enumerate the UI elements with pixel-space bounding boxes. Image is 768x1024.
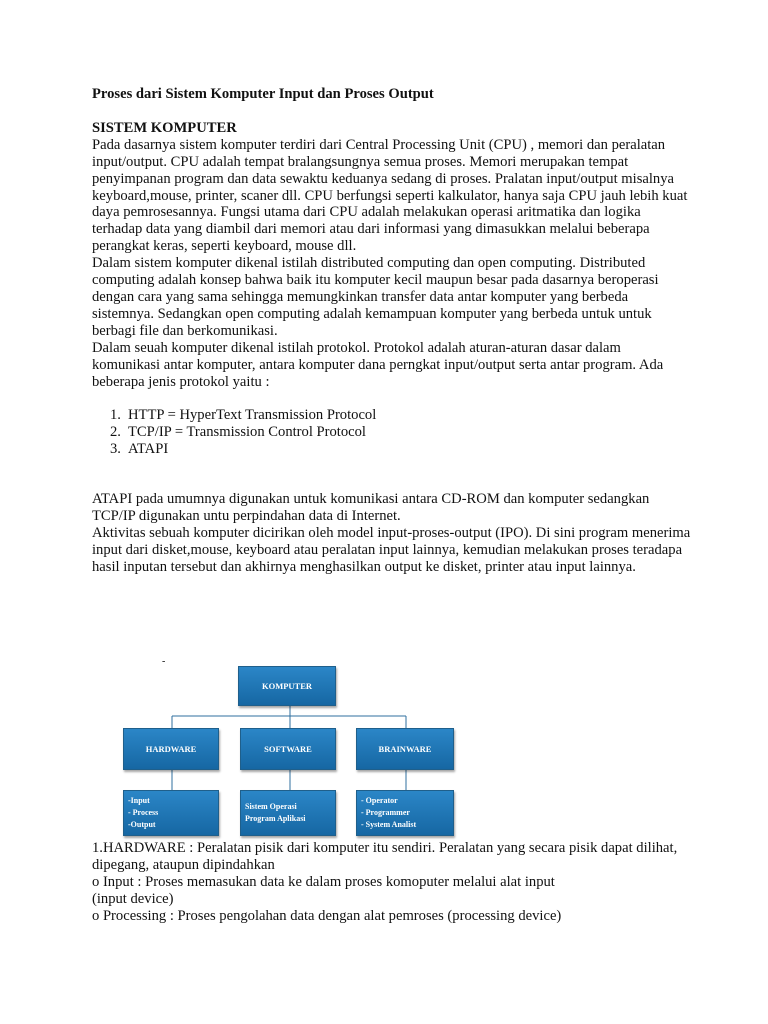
diagram-item: - System Analist [361,820,417,829]
list-item [92,407,692,424]
paragraph-1: Pada dasarnya sistem komputer terdiri dari Central Processing Unit (CPU) , memori dan peralatan input/output. CPU adalah tempat bralangsungnya semua proses. Memori merupakan tempat penyimpanan program dan data sewaktu keduanya sedang di proses. Pralatan input/output misalnya keyboard,mouse, printer, scaner dll. CPU berfungsi seperti kalkulator, hanya saja CPU jauh lebih kuat daya pemrosesannya. Fungsi utama dari CPU adalah melakukan operasi aritmatika dan logika terhadap data yang diambil dari memori atau dari informasi yang dimasukkan melalui beberapa perangkat keras, seperti keyboard, mouse dll. [92,136,688,255]
diagram-brainware-items [356,790,454,836]
list-text: HTTP = HyperText Transmission Protocol [128,407,377,424]
input-device-line: (input device) [92,890,174,907]
section-heading: SISTEM KOMPUTER [92,119,237,136]
diagram-item: - Operator [361,796,398,805]
stray-dash: - [162,656,166,667]
document-body [92,86,692,576]
list-number: 2. [110,424,121,441]
diagram-item: Program Aplikasi [245,814,306,823]
list-text: ATAPI [128,441,169,458]
diagram-item: Sistem Operasi [245,802,297,811]
diagram-node-hardware: HARDWARE [123,728,219,770]
paragraph-5: Aktivitas sebuah komputer dicirikan oleh model input-proses-output (IPO). Di sini program menerima input dari disket,mouse, keyboard atau peralatan input lainnya, kemudian melakukan proses teradapa hasil inputan tersebut dan akhirnya menghasilkan output ke disket, printer atau input lainnya. [92,524,691,575]
diagram-hardware-items [123,790,219,836]
hardware-section [92,840,702,925]
diagram-item: -Input [128,796,150,805]
document-title: Proses dari Sistem Komputer Input dan Proses Output [92,86,434,102]
diagram-node-software: SOFTWARE [240,728,336,770]
processing-line: o Processing : Proses pengolahan data dengan alat pemroses (processing device) [92,907,562,924]
list-number: 1. [110,407,121,424]
list-item [92,441,692,458]
list-number: 3. [110,441,121,458]
hardware-definition: 1.HARDWARE : Peralatan pisik dari komputer itu sendiri. Peralatan yang secara pisik dapat dilihat, dipegang, ataupun dipindahkan [92,840,678,873]
list-text: TCP/IP = Transmission Control Protocol [128,424,366,441]
diagram-software-items [240,790,336,836]
diagram-item: -Output [128,820,156,829]
computer-hierarchy-diagram [122,652,458,838]
input-line: o Input : Proses memasukan data ke dalam proses komoputer melalui alat input [92,873,555,890]
diagram-root-komputer: KOMPUTER [238,666,336,706]
diagram-item: - Programmer [361,808,410,817]
paragraph-3: Dalam seuah komputer dikenal istilah protokol. Protokol adalah aturan-aturan dasar dalam komunikasi antar komputer, antara komputer dana perngkat input/output serta antar program. Ada beberapa jenis protokol yaitu : [92,339,664,390]
paragraph-4: ATAPI pada umumnya digunakan untuk komunikasi antara CD-ROM dan komputer sedangkan TCP/IP digunakan untu perpindahan data di Internet. [92,491,650,525]
diagram-item: - Process [128,808,159,817]
diagram-node-brainware: BRAINWARE [356,728,454,770]
paragraph-2: Dalam sistem komputer dikenal istilah distributed computing dan open computing. Distributed computing adalah konsep bahwa baik itu komputer kecil maupun besar pada dasarnya beroperasi dengan cara yang sama sehingga memungkinkan transfer data antar komputer yang berbeda sistemnya. Sedangkan open computing adalah kemampuan komputer yang berbeda untuk untuk berbagi file dan berkomunikasi. [92,255,659,339]
list-item [92,424,692,441]
protocol-list [92,407,692,458]
